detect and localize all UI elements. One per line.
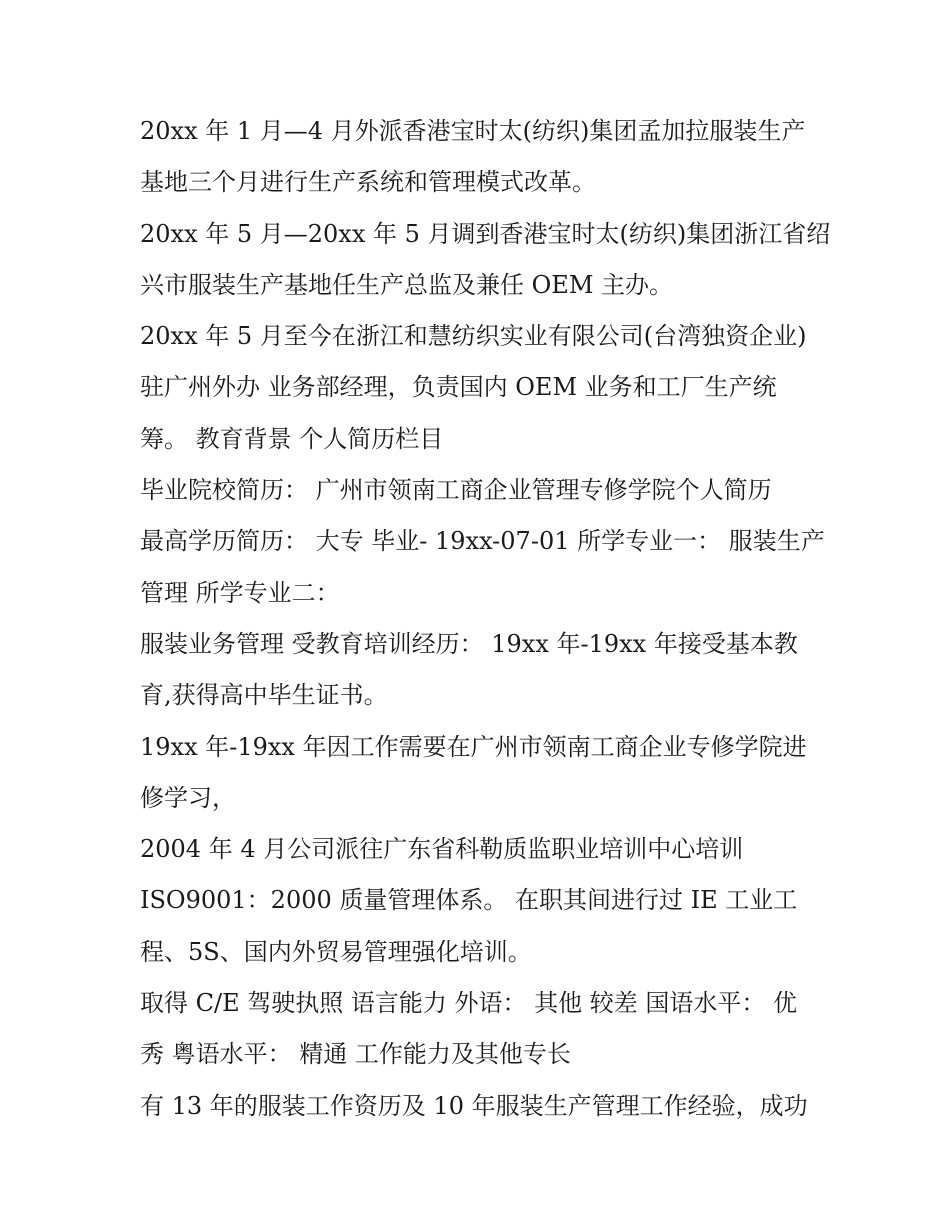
text-line: 19xx 年-19xx 年因工作需要在广州市领南工商企业专修学院进 <box>140 732 807 761</box>
text-line: 兴市服装生产基地任生产总监及兼任 OEM 主办。 <box>140 270 674 299</box>
text-line: 管理 所学专业二： <box>140 578 340 607</box>
text-line: 程、5S、国内外贸易管理强化培训。 <box>140 937 532 966</box>
text-line: 毕业院校简历： 广州市领南工商企业管理专修学院个人简历 <box>140 476 772 505</box>
text-line: 20xx 年 5 月至今在浙江和慧纺织实业有限公司(台湾独资企业) <box>140 322 807 351</box>
text-line: 服装业务管理 受教育培训经历： 19xx 年-19xx 年接受基本教 <box>140 629 798 658</box>
text-line: 秀 粤语水平： 精通 工作能力及其他专长 <box>140 1040 571 1069</box>
text-line: 驻广州外办 业务部经理，负责国内 OEM 业务和工厂生产统 <box>140 373 777 402</box>
text-line: 取得 C/E 驾驶执照 语言能力 外语： 其他 较差 国语水平： 优 <box>140 989 797 1018</box>
text-line: 20xx 年 1 月—4 月外派香港宝时太(纺织)集团孟加拉服装生产 <box>140 117 806 145</box>
text-line: ISO9001：2000 质量管理体系。 在职其间进行过 IE 工业工 <box>140 886 798 915</box>
text-line: 最高学历简历： 大专 毕业- 19xx-07-01 所学专业一： 服装生产 <box>140 527 825 556</box>
document-body <box>140 106 831 1132</box>
text-line: 育,获得高中毕生证书。 <box>140 681 388 710</box>
text-line: 修学习， <box>140 783 236 812</box>
text-line: 有 13 年的服装工作资历及 10 年服装生产管理工作经验，成功 <box>140 1091 808 1120</box>
text-line: 基地三个月进行生产系统和管理模式改革。 <box>140 168 596 197</box>
text-line: 筹。 教育背景 个人简历栏目 <box>140 424 444 453</box>
text-line: 2004 年 4 月公司派往广东省科勒质监职业培训中心培训 <box>140 835 744 864</box>
text-line: 20xx 年 5 月—20xx 年 5 月调到香港宝时太(纺织)集团浙江省绍 <box>140 219 831 248</box>
